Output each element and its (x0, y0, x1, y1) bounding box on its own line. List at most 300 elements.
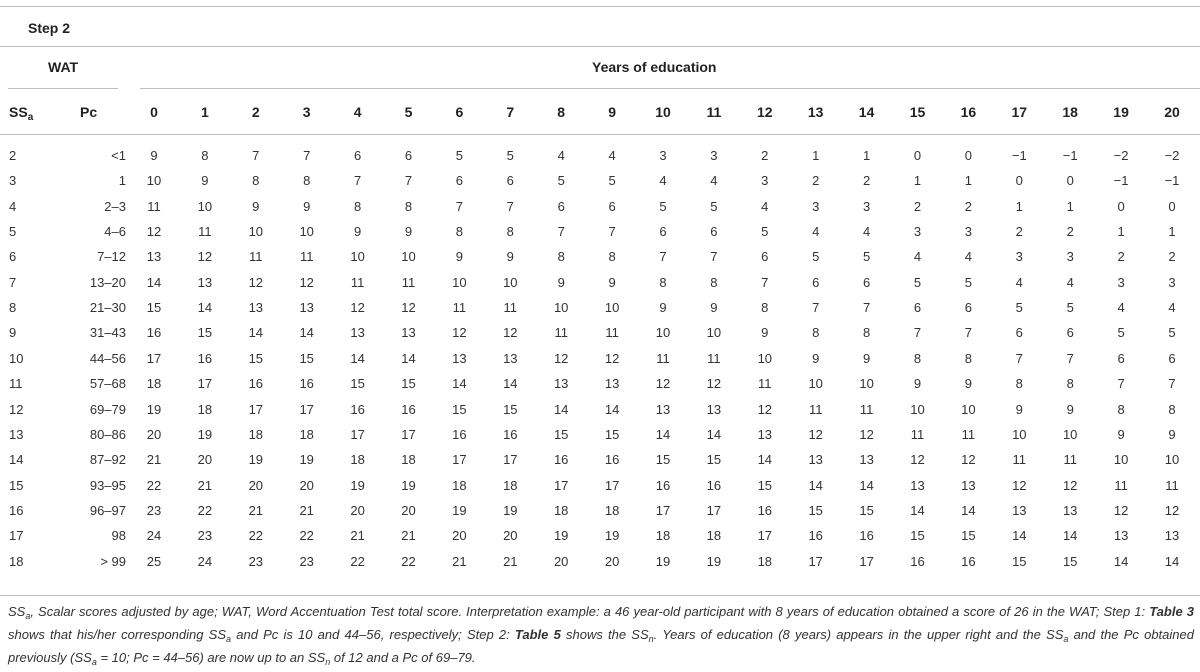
value-cell: 16 (197, 350, 213, 366)
value-cell: 22 (146, 477, 162, 493)
value-cell: 14 (757, 452, 773, 468)
table-row (0, 147, 1200, 169)
value-cell: 19 (299, 452, 314, 468)
value-cell: 17 (146, 350, 162, 366)
value-cell: 7 (862, 300, 871, 316)
year-header: 7 (506, 104, 515, 120)
header-rule (0, 134, 1200, 135)
value-cell: 6 (1117, 350, 1125, 366)
year-header: 11 (706, 104, 722, 120)
step-rule (0, 46, 1200, 47)
table-row (0, 426, 1200, 448)
value-cell: 13 (706, 401, 722, 417)
pc-cell: 31–43 (89, 325, 126, 341)
value-cell: 1 (1168, 224, 1176, 240)
value-cell: 8 (201, 148, 209, 163)
value-cell: 19 (350, 477, 365, 493)
year-header: 4 (353, 104, 362, 120)
table-row (0, 274, 1200, 296)
value-cell: 13 (1012, 502, 1027, 518)
pc-cell: <1 (111, 148, 126, 163)
table-row (0, 553, 1200, 575)
value-cell: 21 (146, 452, 162, 468)
value-cell: 17 (503, 452, 518, 468)
fn-table-ref: Table 3 (1149, 604, 1194, 619)
wat-header: WAT (48, 59, 79, 75)
value-cell: 11 (1165, 477, 1179, 493)
value-cell: 21 (299, 502, 314, 518)
value-cell: 14 (299, 325, 314, 341)
value-cell: 9 (710, 300, 718, 316)
value-cell: 11 (1012, 452, 1027, 468)
value-cell: 14 (197, 300, 213, 316)
value-cell: 1 (1117, 224, 1125, 240)
value-cell: 6 (761, 249, 769, 265)
value-cell: 18 (299, 426, 314, 442)
year-header: 13 (807, 104, 824, 120)
education-rule (140, 88, 1200, 89)
value-cell: 11 (707, 350, 721, 366)
table-row (0, 299, 1200, 321)
value-cell: 22 (401, 553, 416, 569)
value-cell: 8 (506, 224, 514, 240)
value-cell: 21 (248, 502, 264, 518)
year-header: 9 (608, 104, 616, 120)
value-cell: 12 (655, 376, 671, 392)
value-cell: 5 (506, 148, 514, 163)
value-cell: 11 (401, 274, 416, 290)
pc-cell: > 99 (100, 553, 126, 569)
value-cell: 21 (452, 553, 467, 569)
value-cell: 16 (961, 553, 976, 569)
value-cell: 0 (964, 148, 972, 163)
value-cell: 3 (710, 148, 718, 163)
ss-header-sub: a (27, 112, 34, 123)
value-cell: 4 (812, 224, 820, 240)
value-cell: 20 (553, 553, 569, 569)
value-cell: 17 (553, 477, 569, 493)
value-cell: 15 (401, 376, 416, 392)
year-header: 10 (655, 104, 671, 120)
value-cell: 13 (961, 477, 976, 493)
value-cell: 5 (913, 274, 922, 290)
value-cell: 11 (554, 325, 568, 341)
value-cell: 19 (503, 502, 518, 518)
value-cell: 5 (1117, 325, 1125, 341)
value-cell: −2 (1164, 148, 1180, 163)
value-cell: 18 (452, 477, 467, 493)
value-cell: 15 (299, 350, 314, 366)
value-cell: 13 (808, 452, 823, 468)
value-cell: 18 (248, 426, 264, 442)
value-cell: 14 (859, 477, 874, 493)
value-cell: 15 (350, 376, 365, 392)
value-cell: 14 (961, 502, 976, 518)
pc-cell: 7–12 (97, 249, 126, 265)
fn-sub: n (325, 657, 331, 667)
value-cell: 12 (350, 300, 365, 316)
value-cell: 15 (197, 325, 213, 341)
ss-cell: 14 (9, 452, 24, 468)
year-header: 14 (858, 104, 875, 120)
ss-cell: 4 (9, 198, 17, 214)
value-cell: 23 (197, 528, 213, 544)
value-cell: 12 (299, 274, 314, 290)
year-header: 19 (1113, 104, 1129, 120)
table-row (0, 451, 1200, 473)
footnote (8, 601, 1194, 670)
value-cell: 16 (859, 528, 874, 544)
value-cell: 7 (1168, 376, 1176, 392)
value-cell: 17 (859, 553, 874, 569)
value-cell: 16 (706, 477, 722, 493)
value-cell: 6 (913, 300, 922, 316)
value-cell: −1 (1164, 173, 1180, 189)
value-cell: 12 (859, 426, 874, 442)
value-cell: 4 (761, 198, 769, 214)
value-cell: 5 (761, 224, 769, 240)
pc-cell: 4–6 (104, 224, 126, 240)
value-cell: 12 (248, 274, 264, 290)
value-cell: 4 (862, 224, 871, 240)
value-cell: 10 (452, 274, 467, 290)
value-cell: 9 (557, 274, 565, 290)
value-cell: 13 (299, 300, 314, 316)
value-cell: 10 (706, 325, 722, 341)
value-cell: 9 (201, 173, 209, 189)
value-cell: 20 (401, 502, 416, 518)
value-cell: 6 (404, 148, 413, 163)
value-cell: 17 (604, 477, 620, 493)
value-cell: 6 (862, 274, 871, 290)
value-cell: 13 (1062, 502, 1078, 518)
ss-cell: 2 (9, 148, 17, 163)
value-cell: 11 (299, 249, 314, 265)
value-cell: 13 (1164, 528, 1180, 544)
fn-text: and Pc is 10 and 44–56, respectively; Step 2: (231, 627, 515, 642)
value-cell: 15 (452, 401, 467, 417)
ss-header-base: SS (9, 104, 28, 120)
value-cell: 2 (1117, 249, 1125, 265)
value-cell: 5 (659, 198, 667, 214)
value-cell: 17 (808, 553, 823, 569)
value-cell: 19 (146, 401, 162, 417)
value-cell: 12 (146, 224, 162, 240)
value-cell: 14 (1062, 528, 1078, 544)
value-cell: 13 (146, 249, 162, 265)
ss-cell: 7 (9, 274, 17, 290)
value-cell: 20 (503, 528, 518, 544)
value-cell: 14 (1012, 528, 1027, 544)
value-cell: 10 (146, 173, 162, 189)
value-cell: 16 (655, 477, 671, 493)
value-cell: 18 (706, 528, 722, 544)
step-label: Step 2 (28, 20, 71, 36)
value-cell: 12 (197, 249, 213, 265)
value-cell: 19 (553, 528, 569, 544)
value-cell: 24 (146, 528, 162, 544)
value-cell: 13 (910, 477, 925, 493)
value-cell: 22 (299, 528, 314, 544)
table-row (0, 375, 1200, 397)
value-cell: 12 (553, 350, 569, 366)
pc-cell: 80–86 (89, 426, 126, 442)
value-cell: 5 (608, 173, 616, 189)
pc-cell: 1 (118, 173, 126, 189)
value-cell: 6 (1066, 325, 1074, 341)
value-cell: 11 (452, 300, 467, 316)
value-cell: 17 (299, 401, 314, 417)
value-cell: 5 (710, 198, 718, 214)
value-cell: 25 (146, 553, 162, 569)
table-row (0, 324, 1200, 346)
value-cell: 12 (757, 401, 773, 417)
value-cell: 16 (808, 528, 823, 544)
value-cell: 19 (248, 452, 264, 468)
fn-sub: a (91, 657, 97, 667)
value-cell: 4 (659, 173, 667, 189)
value-cell: 6 (455, 173, 463, 189)
value-cell: 16 (757, 502, 773, 518)
ss-cell: 11 (9, 376, 23, 392)
value-cell: 12 (452, 325, 467, 341)
value-cell: 13 (350, 325, 365, 341)
table-top-rule (0, 6, 1200, 7)
value-cell: 10 (859, 376, 874, 392)
value-cell: 10 (350, 249, 365, 265)
value-cell: 7 (761, 274, 769, 290)
value-cell: 8 (404, 198, 413, 214)
value-cell: −1 (1062, 148, 1078, 163)
value-cell: 18 (604, 502, 620, 518)
value-cell: 13 (248, 300, 264, 316)
value-cell: 15 (859, 502, 874, 518)
value-cell: 13 (197, 274, 213, 290)
value-cell: 9 (506, 249, 514, 265)
value-cell: 7 (252, 148, 260, 163)
value-cell: 12 (401, 300, 416, 316)
value-cell: 16 (248, 376, 264, 392)
value-cell: 8 (608, 249, 616, 265)
value-cell: 9 (1168, 426, 1176, 442)
value-cell: 9 (608, 274, 616, 290)
value-cell: −1 (1011, 148, 1027, 163)
value-cell: 7 (404, 173, 413, 189)
fn-sub: a (226, 634, 232, 644)
value-cell: 3 (913, 224, 922, 240)
value-cell: 14 (401, 350, 416, 366)
value-cell: 11 (961, 426, 976, 442)
value-cell: 9 (761, 325, 769, 341)
fn-table-ref: Table 5 (514, 627, 561, 642)
value-cell: 9 (404, 224, 413, 240)
value-cell: 15 (1062, 553, 1078, 569)
value-cell: 15 (757, 477, 773, 493)
value-cell: 10 (604, 300, 620, 316)
table-row (0, 527, 1200, 549)
value-cell: 4 (557, 148, 565, 163)
value-cell: 21 (503, 553, 518, 569)
value-cell: 20 (350, 502, 365, 518)
value-cell: 4 (1117, 300, 1125, 316)
value-cell: 7 (608, 224, 616, 240)
value-cell: 6 (812, 274, 820, 290)
fn-text: of 12 and a Pc of 69–79. (330, 650, 476, 665)
value-cell: 16 (910, 553, 925, 569)
year-header: 5 (404, 104, 413, 120)
table-bottom-rule (0, 595, 1200, 596)
value-cell: 1 (913, 173, 922, 189)
value-cell: 24 (197, 553, 213, 569)
value-cell: 17 (452, 452, 467, 468)
value-cell: 8 (1117, 401, 1125, 417)
value-cell: 8 (353, 198, 362, 214)
value-cell: 14 (553, 401, 569, 417)
value-cell: 17 (401, 426, 416, 442)
pc-cell: 2–3 (104, 198, 126, 214)
value-cell: 19 (706, 553, 722, 569)
value-cell: 2 (812, 173, 820, 189)
value-cell: 15 (503, 401, 518, 417)
value-cell: 7 (812, 300, 820, 316)
table-row (0, 248, 1200, 270)
value-cell: 1 (862, 148, 871, 163)
value-cell: 23 (299, 553, 314, 569)
value-cell: 15 (248, 350, 264, 366)
value-cell: 16 (299, 376, 314, 392)
value-cell: 19 (197, 426, 213, 442)
value-cell: −1 (1113, 173, 1129, 189)
ss-cell: 16 (9, 502, 24, 518)
value-cell: 8 (812, 325, 820, 341)
value-cell: 4 (710, 173, 718, 189)
value-cell: 4 (608, 148, 616, 163)
value-cell: 6 (710, 224, 718, 240)
fn-text: shows that his/her corresponding SS (8, 627, 227, 642)
year-header: 1 (200, 104, 209, 120)
value-cell: 8 (1066, 376, 1074, 392)
value-cell: 19 (604, 528, 620, 544)
year-header: 16 (960, 104, 977, 120)
value-cell: 9 (455, 249, 463, 265)
value-cell: 18 (655, 528, 671, 544)
value-cell: 14 (655, 426, 671, 442)
value-cell: 5 (455, 148, 463, 163)
value-cell: 7 (455, 198, 463, 214)
value-cell: 12 (1062, 477, 1078, 493)
value-cell: 22 (248, 528, 264, 544)
value-cell: 15 (604, 426, 620, 442)
value-cell: 4 (913, 249, 922, 265)
value-cell: 8 (964, 350, 972, 366)
value-cell: 13 (1113, 528, 1129, 544)
fn-ss: SS (8, 604, 26, 619)
value-cell: 6 (608, 198, 616, 214)
value-cell: 2 (1015, 224, 1023, 240)
value-cell: 12 (1113, 502, 1129, 518)
value-cell: 19 (452, 502, 467, 518)
value-cell: 13 (859, 452, 874, 468)
value-cell: 10 (248, 224, 264, 240)
value-cell: 14 (808, 477, 823, 493)
value-cell: 7 (659, 249, 667, 265)
value-cell: 13 (401, 325, 416, 341)
value-cell: 5 (1015, 300, 1023, 316)
value-cell: 15 (808, 502, 823, 518)
value-cell: 7 (1117, 376, 1125, 392)
value-cell: 20 (452, 528, 467, 544)
value-cell: 5 (1066, 300, 1074, 316)
value-cell: 23 (248, 553, 264, 569)
value-cell: 11 (910, 426, 925, 442)
pc-cell: 21–30 (89, 300, 126, 316)
ss-cell: 12 (9, 401, 24, 417)
value-cell: 2 (1066, 224, 1074, 240)
value-cell: 9 (659, 300, 667, 316)
year-header: 0 (150, 104, 158, 120)
value-cell: 7 (964, 325, 972, 341)
value-cell: 8 (761, 300, 769, 316)
value-cell: 12 (604, 350, 620, 366)
value-cell: 5 (1168, 325, 1176, 341)
value-cell: 12 (1164, 502, 1180, 518)
value-cell: 8 (862, 325, 871, 341)
value-cell: 15 (146, 300, 162, 316)
value-cell: 15 (553, 426, 569, 442)
value-cell: 10 (197, 198, 213, 214)
value-cell: 10 (1164, 452, 1180, 468)
value-cell: 12 (961, 452, 976, 468)
value-cell: 19 (401, 477, 416, 493)
value-cell: 9 (252, 198, 260, 214)
value-cell: 8 (252, 173, 260, 189)
value-cell: 10 (553, 300, 569, 316)
value-cell: 12 (808, 426, 823, 442)
value-cell: 2 (862, 173, 871, 189)
value-cell: 22 (197, 502, 213, 518)
value-cell: 3 (862, 198, 871, 214)
value-cell: 16 (503, 426, 518, 442)
value-cell: 10 (757, 350, 773, 366)
value-cell: 14 (1113, 553, 1129, 569)
fn-sub: a (1063, 634, 1069, 644)
value-cell: 4 (1015, 274, 1023, 290)
value-cell: 7 (506, 198, 514, 214)
value-cell: 6 (1168, 350, 1176, 366)
value-cell: 6 (964, 300, 972, 316)
value-cell: 14 (350, 350, 365, 366)
value-cell: 10 (910, 401, 925, 417)
value-cell: 17 (350, 426, 365, 442)
value-cell: 10 (808, 376, 823, 392)
year-header: 6 (455, 104, 464, 120)
value-cell: 14 (503, 376, 518, 392)
value-cell: 18 (553, 502, 569, 518)
value-cell: 16 (553, 452, 569, 468)
value-cell: 16 (604, 452, 620, 468)
value-cell: 12 (706, 376, 722, 392)
ss-cell: 17 (9, 528, 24, 544)
value-cell: 3 (964, 224, 972, 240)
value-cell: 7 (1066, 350, 1074, 366)
table-row (0, 198, 1200, 220)
value-cell: 11 (656, 350, 670, 366)
value-cell: 10 (299, 224, 314, 240)
value-cell: 10 (1012, 426, 1027, 442)
value-cell: 12 (503, 325, 518, 341)
value-cell: 8 (557, 249, 565, 265)
ss-cell: 15 (9, 477, 24, 493)
